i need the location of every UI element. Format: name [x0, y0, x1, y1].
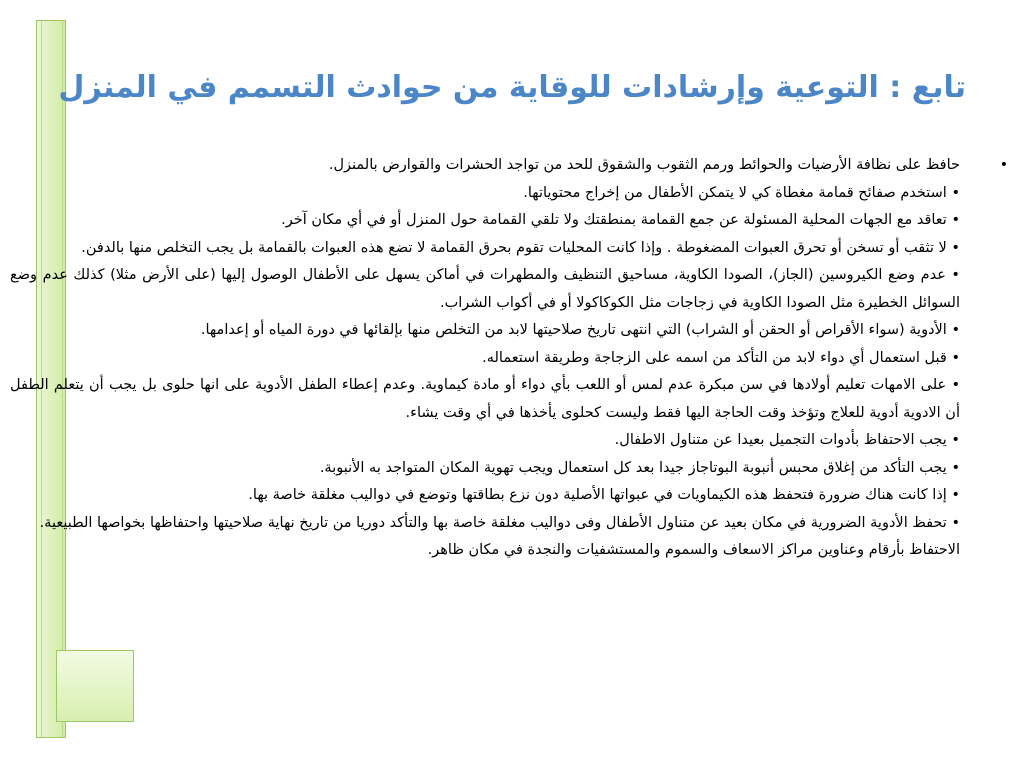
paragraph: • تحفظ الأدوية الضرورية في مكان بعيد عن متناول الأطفال وفى دواليب مغلقة خاصة بها والتأكد دوريا من تاريخ نهاية صلاحيتها واحتفاظها بخواصها الطبيعية. — [39, 514, 960, 531]
paragraph: حافظ على نظافة الأرضيات والحوائط ورمم الثقوب والشقوق للحد من تواجد الحشرات والقوارض بالمنزل. — [328, 157, 960, 173]
paragraph: • قبل استعمال أي دواء لابد من التأكد من اسمه على الزجاجة وطريقة استعماله. — [482, 349, 960, 366]
paragraph: • يجب الاحتفاظ بأدوات التجميل بعيدا عن متناول الاطفال. — [614, 432, 960, 448]
slide-body — [10, 152, 1008, 565]
paragraph: • يجب التأكد من إغلاق محبس أنبوبة البوتاجاز جيدا بعد كل استعمال ويجب تهوية المكان المتواجد به الأنبوبة. — [319, 459, 960, 476]
paragraph: • تعاقد مع الجهات المحلية المسئولة عن جمع القمامة بمنطقتك ولا تلقي القمامة حول المنزل أو في أي مكان آخر. — [281, 212, 960, 228]
paragraph: • الأدوية (سواء الأقراص أو الحقن أو الشراب) التي انتهى تاريخ صلاحيتها لابد من التخلص منها بإلقائها في دورة المياه أو إعدامها. — [200, 322, 960, 338]
paragraph: الاحتفاظ بأرقام وعناوين مراكز الاسعاف والسموم والمستشفيات والنجدة في مكان ظاهر. — [427, 542, 960, 558]
paragraph: • عدم وضع الكيروسين (الجاز)، الصودا الكاوية، مساحيق التنظيف والمطهرات في أماكن يسهل على الأطفال الوصول إليها (على الأرض مثلا) كذلك عدم وضع السوائل الخطيرة مثل الصودا الكاوية في زجاجات مثل الكوكاكولا أو في أكواب الشراب. — [10, 267, 960, 311]
paragraph: • إذا كانت هناك ضرورة فتحفظ هذه الكيماويات في عبواتها الأصلية دون نزع بطاقتها وتوضع في دواليب مغلقة خاصة بها. — [248, 487, 960, 503]
paragraph: • استخدم صفائح قمامة مغطاة كي لا يتمكن الأطفال من إخراج محتوياتها. — [523, 184, 960, 201]
bullet-icon: • — [999, 157, 1008, 173]
decorative-square — [56, 650, 134, 722]
slide-title: تابع : التوعية وإرشادات للوقاية من حوادث التسمم في المنزل — [58, 70, 966, 105]
paragraph: • لا تثقب أو تسخن أو تحرق العبوات المضغوطة . وإذا كانت المحليات تقوم بحرق القمامة لا تضع هذه العبوات بالقمامة بل يجب التخلص منها بالدفن. — [81, 239, 960, 256]
paragraph: • على الامهات تعليم أولادها في سن مبكرة عدم لمس أو اللعب بأي دواء أو مادة كيماوية. وعدم إعطاء الطفل الأدوية على انها حلوى بل يجب أن يتعلم الطفل أن الادوية أدوية للعلاج وتؤخذ وقت الحاجة اليها فقط وليست كحلوى يأخذها في أي وقت يشاء. — [10, 377, 960, 421]
